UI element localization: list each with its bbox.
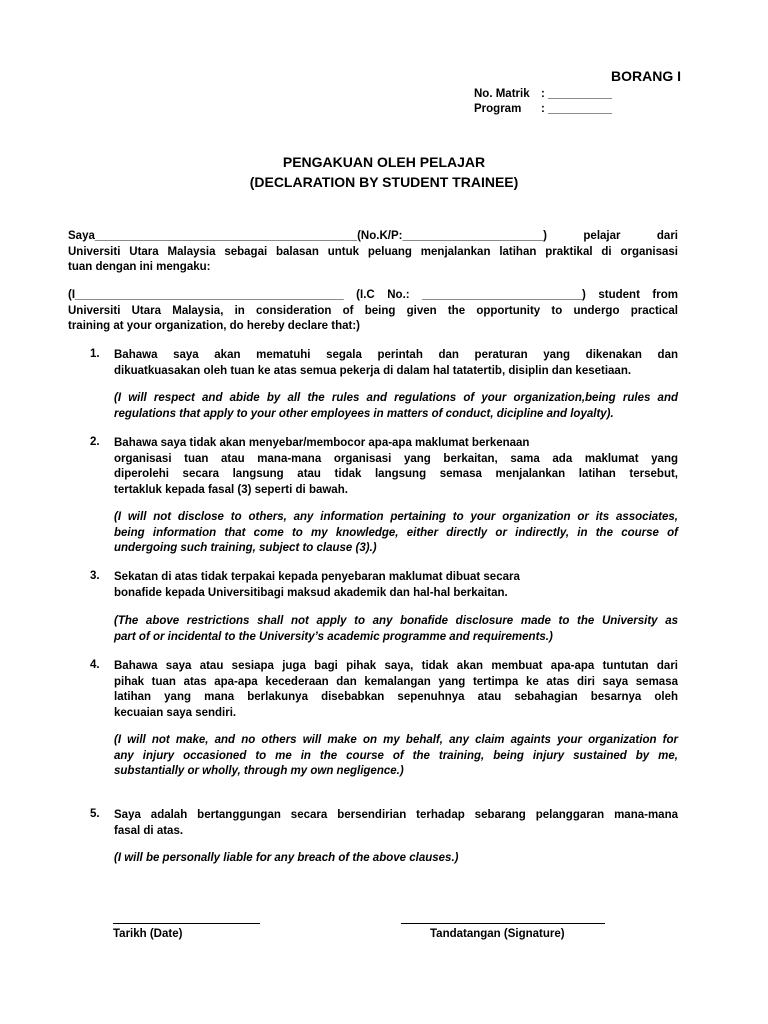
intro-malay-line: Saya_________________________________________(No.K/P:______________________) pelajar dari [68,230,678,242]
clause-1-english [114,391,678,422]
clause-line: Sekatan di atas tidak terpakai kepada penyebaran maklumat dibuat secara [114,571,520,583]
clause-line: Saya adalah bertanggungan secara bersendirian terhadap sebarang pelanggaran mana-mana [114,809,678,821]
intro-malay-line: tuan dengan ini mengaku: [68,261,211,273]
intro-english [68,288,678,335]
clause-4-number: 4. [90,659,100,671]
clause-line: (I will not make, and no others will make on my behalf, any claim againts your organization for [114,734,678,746]
matrik-value: : __________ [541,88,612,100]
clause-line: (The above restrictions shall not apply to any bonafide disclosure made to the University as [114,615,678,627]
clause-line: fasal di atas. [114,824,184,837]
clause-3-malay [114,570,678,601]
clause-line: latihan yang mana berlakunya disebabkan sepenuhnya atau sebahagian besarnya oleh [114,691,678,703]
clause-1-number: 1. [90,348,100,360]
clause-line: (I will be personally liable for any breach of the above clauses.) [114,852,459,864]
clause-line: part of or incidental to the University’s academic programme and requirements.) [114,630,553,643]
clause-2-number: 2. [90,436,100,448]
intro-english-line: Universiti Utara Malaysia, in consideration of being given the opportunity to undergo practical [68,304,678,317]
clause-line: regulations that apply to your other employees in matters of conduct, dicipline and loyalty). [114,407,614,420]
clause-line: Bahawa saya tidak akan menyebar/membocor apa-apa maklumat berkenaan [114,437,530,449]
clause-4-english [114,733,678,780]
program-label: Program [474,103,522,115]
clause-line: any injury occasioned to me in the course of the training, being injury sustained by me, [114,749,678,762]
page-title-english: (DECLARATION BY STUDENT TRAINEE) [249,174,519,190]
clause-line: pihak tuan atas apa-apa kecederaan dan kemalangan yang tertimpa ke atas diri saya semasa [114,675,678,688]
intro-malay [68,229,678,276]
program-value: : __________ [541,103,612,115]
page-title-malay: PENGAKUAN OLEH PELAJAR [282,154,486,170]
clause-2-english [114,510,678,557]
intro-english-line: (I__________________________________________ (I.C No.: _________________________) student from [68,289,678,301]
clause-line: Bahawa saya akan mematuhi segala perintah dan peraturan yang dikenakan dan [114,349,678,361]
form-label: BORANG I [611,68,681,84]
clause-line: bonafide kepada Universitibagi maksud akademik dan hal-hal berkaitan. [114,586,508,599]
clause-5-english [114,851,678,867]
clause-line: being information that come to my knowledge, either directly or indirectly, in the course of [114,526,678,539]
signature-label: Tandatangan (Signature) [430,928,565,940]
clause-1-malay [114,348,678,379]
clause-line: organisasi tuan atau mana-mana organisasi yang berkaitan, sama ada maklumat yang [114,452,678,465]
date-label: Tarikh (Date) [113,928,183,940]
clause-5-malay [114,808,678,839]
clause-4-malay [114,659,678,721]
clause-line: kecuaian saya sendiri. [114,706,237,719]
clause-line: undergoing such training, subject to clause (3).) [114,542,377,554]
clause-2-malay [114,436,678,498]
clause-line: Bahawa saya atau sesiapa juga bagi pihak saya, tidak akan membuat apa-apa tuntutan dari [114,660,678,672]
date-signature-line [113,923,260,924]
matrik-label: No. Matrik [474,88,530,100]
clause-line: tertakluk kepada fasal (3) seperti di bawah. [114,483,348,496]
clause-3-english [114,614,678,645]
clause-line: diperolehi secara langsung atau tidak langsung semasa menjalankan latihan tersebut, [114,468,678,480]
clause-line: (I will respect and abide by all the rules and regulations of your organization,being rules and [114,392,678,404]
clause-5-number: 5. [90,808,100,820]
clause-line: substantially or wholly, through my own negligence.) [114,765,404,777]
clause-line: dikuatkuasakan oleh tuan ke atas semua pekerja di dalam hal tatatertib, disiplin dan kesetiaan. [114,364,632,377]
signature-line [401,923,605,924]
clause-3-number: 3. [90,570,100,582]
intro-malay-line: Universiti Utara Malaysia sebagai balasan untuk peluang menjalankan latihan praktikal di organisasi [68,245,678,258]
clause-line: (I will not disclose to others, any information pertaining to your organization or its associates, [114,511,678,523]
intro-english-line: training at your organization, do hereby declare that:) [68,320,361,332]
